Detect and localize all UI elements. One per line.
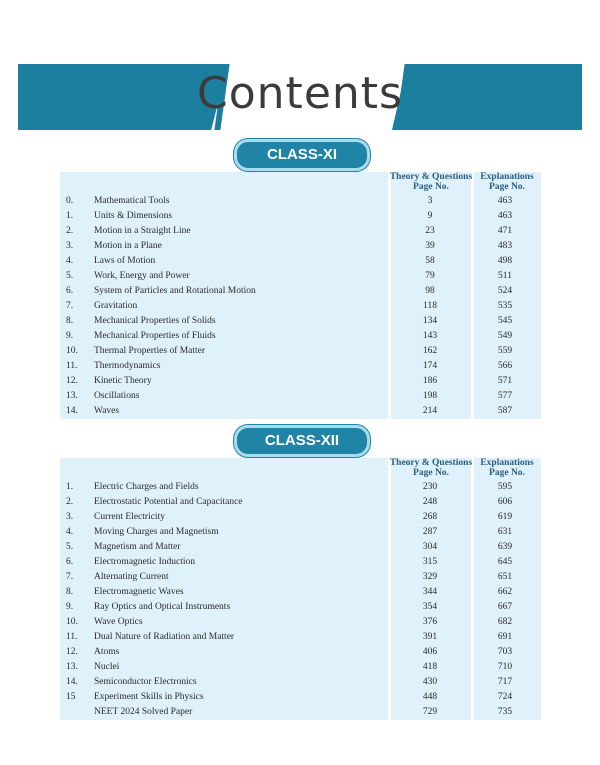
theory-page: 230 xyxy=(422,482,438,492)
explanation-page: 571 xyxy=(497,376,513,386)
theory-page: 268 xyxy=(422,512,438,522)
table-row xyxy=(60,314,541,329)
chapter-title: Electrostatic Potential and Capacitance xyxy=(94,497,243,507)
chapter-number: 13. xyxy=(66,662,78,672)
theory-page: 186 xyxy=(422,376,438,386)
table-body xyxy=(60,480,541,720)
table-row xyxy=(60,585,541,600)
chapter-title: Mechanical Properties of Fluids xyxy=(94,331,216,341)
explanation-page: 631 xyxy=(497,527,513,537)
table-row xyxy=(60,570,541,585)
table-row xyxy=(60,359,541,374)
chapter-number: 1. xyxy=(66,211,74,221)
chapter-number: 1. xyxy=(66,482,74,492)
table-row xyxy=(60,344,541,359)
table-row xyxy=(60,194,541,209)
explanation-page: 535 xyxy=(497,301,513,311)
chapter-number: 8. xyxy=(66,587,74,597)
chapter-title: Oscillations xyxy=(94,391,140,401)
chapter-title: Experiment Skills in Physics xyxy=(94,692,204,702)
chapter-number: 8. xyxy=(66,316,74,326)
chapter-number: 7. xyxy=(66,301,74,311)
theory-page: 315 xyxy=(422,557,438,567)
chapter-title: Electromagnetic Induction xyxy=(94,557,196,567)
chapter-number: 13. xyxy=(66,391,78,401)
theory-page: 430 xyxy=(422,677,438,687)
chapter-number: 9. xyxy=(66,331,74,341)
table-row xyxy=(60,630,541,645)
table-row xyxy=(60,705,541,720)
chapter-number: 4. xyxy=(66,527,74,537)
chapter-number: 7. xyxy=(66,572,74,582)
explanation-page: 463 xyxy=(497,211,513,221)
table-row xyxy=(60,675,541,690)
chapter-title: System of Particles and Rotational Motion xyxy=(94,286,256,296)
class-xi-table xyxy=(60,172,541,419)
contents-banner xyxy=(18,64,582,130)
chapter-title: Work, Energy and Power xyxy=(94,271,190,281)
table-row xyxy=(60,690,541,705)
chapter-title: Moving Charges and Magnetism xyxy=(94,527,219,537)
explanation-page: 587 xyxy=(497,406,513,416)
explanation-page: 606 xyxy=(497,497,513,507)
chapter-title: Motion in a Plane xyxy=(94,241,162,251)
theory-page: 58 xyxy=(425,256,435,266)
theory-page: 344 xyxy=(422,587,438,597)
chapter-title: Current Electricity xyxy=(94,512,165,522)
table-row xyxy=(60,284,541,299)
class-xii-label: CLASS-XII xyxy=(234,425,370,457)
theory-page: 287 xyxy=(422,527,438,537)
class-xi-label: CLASS-XI xyxy=(234,139,370,171)
explanation-page: 545 xyxy=(497,316,513,326)
explanation-page: 595 xyxy=(497,482,513,492)
explanation-page: 463 xyxy=(497,196,513,206)
theory-page: 98 xyxy=(425,286,435,296)
chapter-title: NEET 2024 Solved Paper xyxy=(94,707,193,717)
chapter-number: 12. xyxy=(66,376,78,386)
explanation-page: 619 xyxy=(497,512,513,522)
table-row xyxy=(60,525,541,540)
table-row xyxy=(60,269,541,284)
chapter-title: Gravitation xyxy=(94,301,138,311)
table-row xyxy=(60,209,541,224)
chapter-title: Magnetism and Matter xyxy=(94,542,181,552)
explanation-page: 735 xyxy=(497,707,513,717)
theory-page: 406 xyxy=(422,647,438,657)
theory-page: 248 xyxy=(422,497,438,507)
page-title: Contents xyxy=(197,68,403,119)
theory-page: 143 xyxy=(422,331,438,341)
explanation-page: 645 xyxy=(497,557,513,567)
explanation-page: 639 xyxy=(497,542,513,552)
header-label: Theory & Questions xyxy=(389,172,473,182)
chapter-title: Motion in a Straight Line xyxy=(94,226,191,236)
explanations-header xyxy=(474,458,540,478)
theory-page: 23 xyxy=(425,226,435,236)
theory-page: 198 xyxy=(422,391,438,401)
chapter-number: 6. xyxy=(66,286,74,296)
explanation-page: 667 xyxy=(497,602,513,612)
table-row xyxy=(60,495,541,510)
chapter-title: Wave Optics xyxy=(94,617,143,627)
table-row xyxy=(60,645,541,660)
header-sublabel: Page No. xyxy=(489,182,525,192)
theory-page: 376 xyxy=(422,617,438,627)
theory-questions-header xyxy=(388,172,474,192)
explanation-page: 651 xyxy=(497,572,513,582)
explanation-page: 498 xyxy=(497,256,513,266)
chapter-title: Atoms xyxy=(94,647,120,657)
table-row xyxy=(60,510,541,525)
chapter-title: Mechanical Properties of Solids xyxy=(94,316,216,326)
chapter-number: 14. xyxy=(66,677,78,687)
theory-page: 418 xyxy=(422,662,438,672)
theory-page: 9 xyxy=(427,211,433,221)
theory-page: 729 xyxy=(422,707,438,717)
header-label: Explanations xyxy=(480,172,534,182)
theory-page: 134 xyxy=(422,316,438,326)
table-row xyxy=(60,480,541,495)
table-row xyxy=(60,224,541,239)
table-row xyxy=(60,389,541,404)
theory-page: 391 xyxy=(422,632,438,642)
theory-page: 214 xyxy=(422,406,438,416)
chapter-number: 5. xyxy=(66,271,74,281)
chapter-number: 2. xyxy=(66,497,74,507)
table-header xyxy=(60,458,541,480)
chapter-number: 14. xyxy=(66,406,78,416)
chapter-number: 4. xyxy=(66,256,74,266)
chapter-number: 6. xyxy=(66,557,74,567)
explanation-page: 511 xyxy=(498,271,512,281)
table-row xyxy=(60,660,541,675)
chapter-number: 5. xyxy=(66,542,74,552)
chapter-title: Dual Nature of Radiation and Matter xyxy=(94,632,235,642)
table-row xyxy=(60,239,541,254)
chapter-title: Waves xyxy=(94,406,120,416)
explanation-page: 483 xyxy=(497,241,513,251)
explanation-page: 691 xyxy=(497,632,513,642)
header-label: Explanations xyxy=(480,458,534,468)
header-label: Theory & Questions xyxy=(389,458,473,468)
table-row xyxy=(60,329,541,344)
chapter-title: Alternating Current xyxy=(94,572,169,582)
chapter-title: Units & Dimensions xyxy=(94,211,173,221)
header-sublabel: Page No. xyxy=(413,182,449,192)
chapter-number: 11. xyxy=(66,632,78,642)
explanation-page: 524 xyxy=(497,286,513,296)
explanation-page: 471 xyxy=(497,226,513,236)
table-row xyxy=(60,555,541,570)
theory-page: 174 xyxy=(422,361,438,371)
chapter-title: Thermodynamics xyxy=(94,361,161,371)
theory-page: 329 xyxy=(422,572,438,582)
explanation-page: 717 xyxy=(497,677,513,687)
explanations-header xyxy=(474,172,540,192)
theory-page: 354 xyxy=(422,602,438,612)
theory-page: 304 xyxy=(422,542,438,552)
chapter-title: Semiconductor Electronics xyxy=(94,677,197,687)
chapter-title: Mathematical Tools xyxy=(94,196,170,206)
table-row xyxy=(60,374,541,389)
explanation-page: 682 xyxy=(497,617,513,627)
explanation-page: 559 xyxy=(497,346,513,356)
chapter-title: Nuclei xyxy=(94,662,120,672)
header-sublabel: Page No. xyxy=(413,468,449,478)
chapter-number: 10. xyxy=(66,346,78,356)
chapter-title: Electric Charges and Fields xyxy=(94,482,199,492)
header-sublabel: Page No. xyxy=(489,468,525,478)
explanation-page: 724 xyxy=(497,692,513,702)
theory-page: 448 xyxy=(422,692,438,702)
explanation-page: 577 xyxy=(497,391,513,401)
chapter-title: Electromagnetic Waves xyxy=(94,587,184,597)
chapter-number: 10. xyxy=(66,617,78,627)
chapter-number: 3. xyxy=(66,512,74,522)
chapter-title: Laws of Motion xyxy=(94,256,156,266)
theory-page: 3 xyxy=(427,196,433,206)
theory-page: 39 xyxy=(425,241,435,251)
theory-page: 162 xyxy=(422,346,438,356)
table-row xyxy=(60,254,541,269)
chapter-title: Ray Optics and Optical Instruments xyxy=(94,602,231,612)
table-row xyxy=(60,540,541,555)
chapter-number: 11. xyxy=(66,361,78,371)
chapter-number: 15 xyxy=(66,692,76,702)
table-row xyxy=(60,600,541,615)
explanation-page: 549 xyxy=(497,331,513,341)
table-header xyxy=(60,172,541,194)
chapter-title: Kinetic Theory xyxy=(94,376,152,386)
chapter-title: Thermal Properties of Matter xyxy=(94,346,206,356)
table-row xyxy=(60,404,541,419)
chapter-number: 9. xyxy=(66,602,74,612)
theory-page: 79 xyxy=(425,271,435,281)
chapter-number: 2. xyxy=(66,226,74,236)
explanation-page: 703 xyxy=(497,647,513,657)
table-row xyxy=(60,299,541,314)
chapter-number: 3. xyxy=(66,241,74,251)
chapter-number: 12. xyxy=(66,647,78,657)
theory-questions-header xyxy=(388,458,474,478)
explanation-page: 566 xyxy=(497,361,513,371)
explanation-page: 710 xyxy=(497,662,513,672)
explanation-page: 662 xyxy=(497,587,513,597)
table-row xyxy=(60,615,541,630)
table-body xyxy=(60,194,541,419)
chapter-number: 0. xyxy=(66,196,74,206)
theory-page: 118 xyxy=(423,301,437,311)
class-xii-table xyxy=(60,458,541,720)
